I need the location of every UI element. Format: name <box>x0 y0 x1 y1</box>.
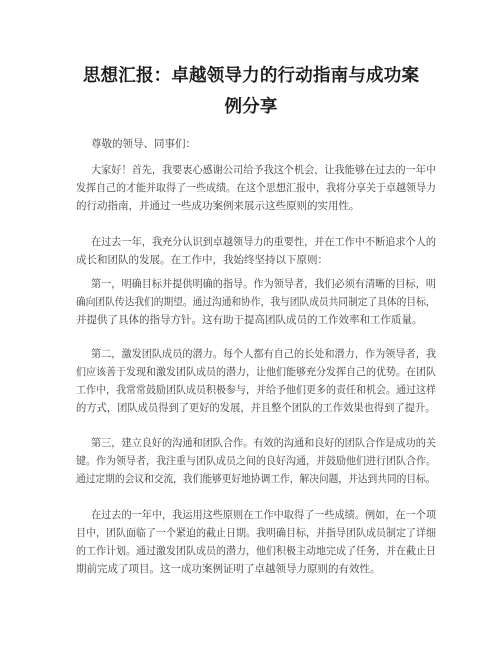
paragraph-line: 通过定期的会议和交流，我们能够更好地协调工作，解决问题，并达到共同的目标。 <box>76 473 436 485</box>
paragraph-line: 键。作为领导者，我注重与团队成员之间的良好沟通，并鼓励他们进行团队合作。 <box>76 455 437 467</box>
paragraph-line: 发挥自己的才能并取得了一些成绩。在这个思想汇报中，我将分享关于卓越领导力 <box>76 182 437 194</box>
paragraph-line: 成长和团队的发展。在工作中，我始终坚持以下原则： <box>76 254 328 266</box>
paragraph-line: 的行动指南，并通过一些成功案例来展示这些原则的实用性。 <box>76 200 360 212</box>
paragraph-line: 确向团队传达我们的期望。通过沟通和协作，我与团队成员共同制定了具体的目标， <box>76 296 436 308</box>
paragraph-line: 的工作计划。通过激发团队成员的潜力，他们积极主动地完成了任务，并在截止日 <box>76 545 437 557</box>
paragraph-line: 期前完成了项目。这一成功案例证明了卓越领导力原则的有效性。 <box>76 563 381 575</box>
paragraph-line: 第三，建立良好的沟通和团队合作。有效的沟通和良好的团队合作是成功的关 <box>91 437 437 449</box>
document-title-line-1: 思想汇报：卓越领导力的行动指南与成功案 <box>82 66 420 86</box>
paragraph-line: 目中，团队面临了一个紧迫的截止日期。我明确目标，并指导团队成员制定了详细 <box>76 527 437 539</box>
paragraph-line: 第一，明确目标并提供明确的指导。作为领导者，我们必须有清晰的目标，明 <box>91 278 437 290</box>
document-title-line-2: 例分享 <box>224 97 278 117</box>
paragraph-line: 在过去一年，我充分认识到卓越领导力的重要性，并在工作中不断追求个人的 <box>91 236 437 248</box>
paragraph-line: 们应该善于发现和激发团队成员的潜力，让他们能够充分发挥自己的优势。在团队 <box>76 366 437 378</box>
paragraph-line: 大家好！首先，我要衷心感谢公司给予我这个机会，让我能够在过去的一年中 <box>91 164 437 176</box>
paragraph-line: 的方式，团队成员得到了更好的发展，并且整个团队的工作效果也得到了提升。 <box>76 402 436 414</box>
paragraph-line: 工作中，我常常鼓励团队成员积极参与，并给予他们更多的责任和机会。通过这样 <box>76 384 437 396</box>
paragraph-line: 第二，激发团队成员的潜力。每个人都有自己的长处和潜力，作为领导者，我 <box>91 348 437 360</box>
paragraph-line: 并提供了具体的指导方针。这有助于提高团队成员的工作效率和工作质量。 <box>76 314 423 326</box>
greeting-text: 尊敬的领导、同事们： <box>91 138 196 150</box>
paragraph-line: 在过去的一年中，我运用这些原则在工作中取得了一些成绩。例如，在一个项 <box>91 509 437 521</box>
